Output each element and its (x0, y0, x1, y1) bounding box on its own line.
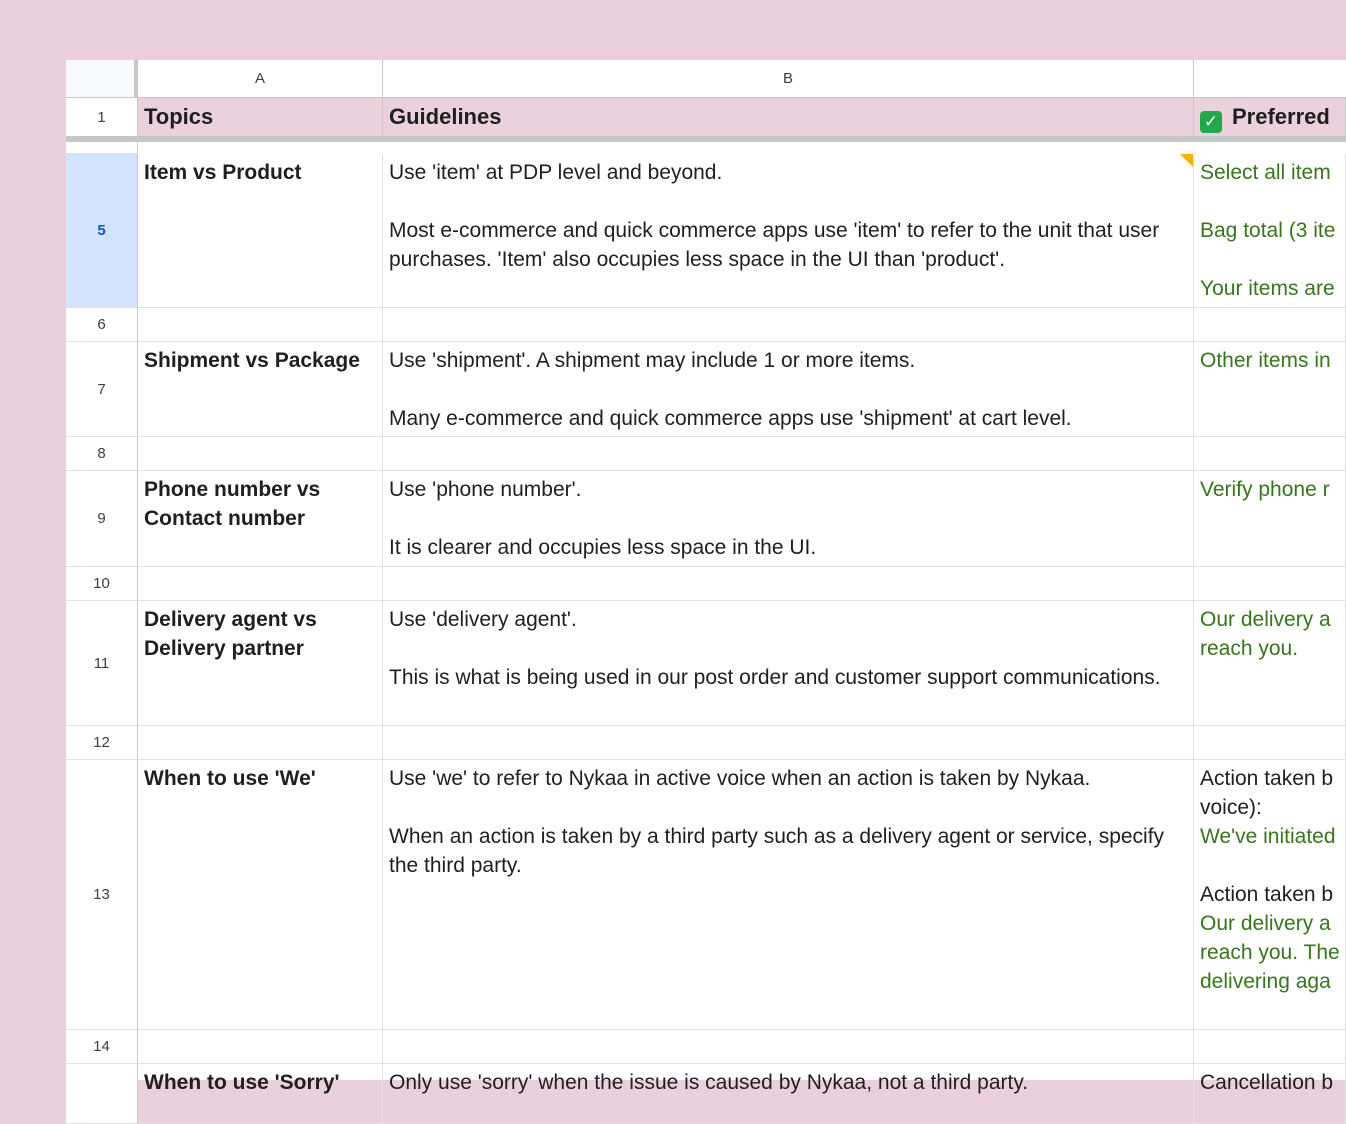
preferred-text: delivering aga (1200, 970, 1331, 993)
preferred-text: We've initiated (1200, 825, 1336, 848)
guideline-cell[interactable] (383, 342, 1194, 437)
guideline-text: It is clearer and occupies less space in the UI. (389, 536, 817, 559)
row-number[interactable]: 12 (66, 726, 138, 760)
preferred-label: voice): (1200, 796, 1262, 819)
row-number[interactable]: 5 (66, 154, 138, 308)
table-row (66, 1030, 1346, 1064)
table-row (66, 154, 1346, 308)
guideline-cell[interactable] (383, 437, 1194, 471)
table-row (66, 760, 1346, 1030)
guideline-cell[interactable] (383, 471, 1194, 567)
preferred-cell[interactable] (1194, 726, 1346, 760)
topic-cell[interactable]: When to use 'We' (138, 760, 383, 1030)
guideline-cell[interactable] (383, 760, 1194, 1030)
preferred-text: Other items in (1200, 349, 1331, 372)
preferred-text: reach you. The (1200, 941, 1340, 964)
guideline-cell[interactable] (383, 601, 1194, 726)
preferred-text: Our delivery a (1200, 608, 1331, 631)
row-number[interactable]: 9 (66, 471, 138, 567)
preferred-cell[interactable] (1194, 567, 1346, 601)
preferred-cell[interactable] (1194, 601, 1346, 726)
row-number[interactable]: 7 (66, 342, 138, 437)
guideline-cell[interactable] (383, 154, 1194, 308)
guideline-text: Use 'phone number'. (389, 478, 582, 501)
topic-cell[interactable]: When to use 'Sorry' (138, 1064, 383, 1124)
header-preferred[interactable] (1194, 98, 1346, 136)
preferred-cell[interactable] (1194, 154, 1346, 308)
header-guidelines[interactable]: Guidelines (383, 98, 1194, 136)
guideline-cell[interactable] (383, 726, 1194, 760)
row-number[interactable]: 11 (66, 601, 138, 726)
topic-cell[interactable]: Phone number vs Contact number (138, 471, 383, 567)
preferred-cell[interactable] (1194, 437, 1346, 471)
topic-cell[interactable]: Item vs Product (138, 154, 383, 308)
preferred-cell[interactable] (1194, 1064, 1346, 1124)
table-row (66, 1064, 1346, 1124)
table-row (66, 471, 1346, 567)
header-row (66, 98, 1346, 136)
guideline-text: When an action is taken by a third party such as a delivery agent or service, specify the third party. (389, 825, 1165, 877)
table-row (66, 601, 1346, 726)
guideline-cell[interactable] (383, 567, 1194, 601)
table-row (66, 308, 1346, 342)
preferred-text: reach you. (1200, 637, 1299, 660)
preferred-text: Bag total (3 ite (1200, 219, 1336, 242)
guideline-text: Use 'shipment'. A shipment may include 1 or more items. (389, 349, 916, 372)
column-header-b[interactable]: B (383, 60, 1194, 98)
comment-indicator-icon[interactable] (1180, 154, 1193, 167)
row-number[interactable]: 8 (66, 437, 138, 471)
table-row (66, 567, 1346, 601)
header-topics[interactable]: Topics (138, 98, 383, 136)
preferred-label: Action taken b (1200, 767, 1334, 790)
preferred-cell[interactable] (1194, 760, 1346, 1030)
preferred-cell[interactable] (1194, 471, 1346, 567)
topic-cell[interactable]: Shipment vs Package (138, 342, 383, 437)
topic-cell[interactable] (138, 1030, 383, 1064)
guideline-cell[interactable] (383, 1064, 1194, 1124)
header-preferred-label: Preferred (1232, 104, 1330, 129)
preferred-text: Verify phone r (1200, 478, 1330, 501)
guideline-text: Only use 'sorry' when the issue is caused by Nykaa, not a third party. (389, 1071, 1029, 1094)
row-number[interactable]: 13 (66, 760, 138, 1030)
row-number[interactable]: 10 (66, 567, 138, 601)
topic-cell[interactable] (138, 726, 383, 760)
guideline-text: Use 'we' to refer to Nykaa in active voice when an action is taken by Nykaa. (389, 767, 1091, 790)
row-number[interactable]: 6 (66, 308, 138, 342)
guideline-cell[interactable] (383, 1030, 1194, 1064)
row-number[interactable]: 1 (66, 98, 138, 136)
guideline-cell[interactable] (383, 308, 1194, 342)
column-header-a[interactable]: A (138, 60, 383, 98)
green-check-icon: ✓ (1200, 111, 1222, 133)
preferred-cell[interactable] (1194, 342, 1346, 437)
row-number[interactable]: 14 (66, 1030, 138, 1064)
topic-cell[interactable] (138, 567, 383, 601)
preferred-label: Cancellation b (1200, 1071, 1334, 1094)
preferred-cell[interactable] (1194, 1030, 1346, 1064)
hidden-rows-gap (66, 142, 1346, 154)
guideline-text: Use 'item' at PDP level and beyond. (389, 161, 723, 184)
guideline-text: Many e-commerce and quick commerce apps use 'shipment' at cart level. (389, 407, 1072, 430)
table-row (66, 726, 1346, 760)
preferred-text: Your items are (1200, 277, 1335, 300)
topic-cell[interactable] (138, 437, 383, 471)
topic-cell[interactable]: Delivery agent vs Delivery partner (138, 601, 383, 726)
preferred-text: Our delivery a (1200, 912, 1331, 935)
row-number-gap (66, 142, 138, 154)
preferred-text: Select all item (1200, 161, 1331, 184)
select-all-corner[interactable] (66, 60, 138, 98)
preferred-cell[interactable] (1194, 308, 1346, 342)
guideline-text: Use 'delivery agent'. (389, 608, 577, 631)
guideline-text: Most e-commerce and quick commerce apps use 'item' to refer to the unit that user purchases. 'Item' also occupies less space in the UI than 'product'. (389, 219, 1160, 271)
column-header-c[interactable] (1194, 60, 1346, 98)
row-number[interactable] (66, 1064, 138, 1124)
table-row (66, 437, 1346, 471)
topic-cell[interactable] (138, 308, 383, 342)
table-row (66, 342, 1346, 437)
preferred-label: Action taken b (1200, 883, 1334, 906)
spreadsheet-grid (66, 60, 1346, 1094)
guideline-text: This is what is being used in our post order and customer support communications. (389, 666, 1161, 689)
